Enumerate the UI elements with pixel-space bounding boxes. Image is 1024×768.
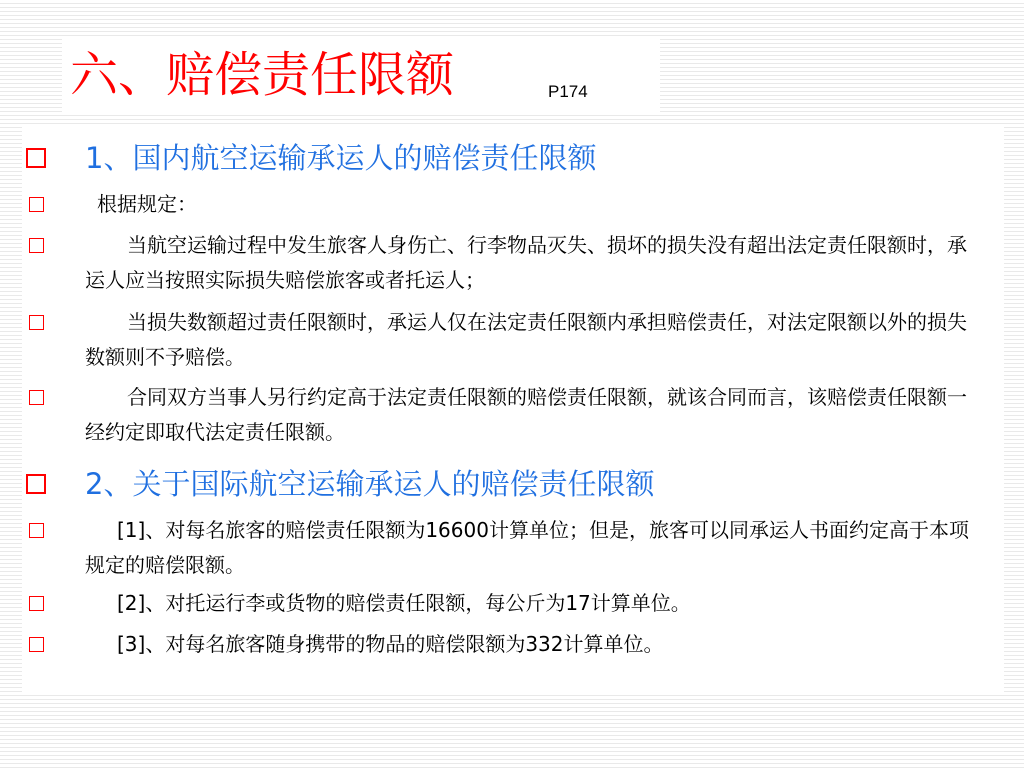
square-bullet-icon (29, 197, 44, 212)
square-bullet-icon (26, 474, 46, 494)
page-reference: P174 (548, 82, 588, 101)
section-heading-text: 1、国内航空运输承运人的赔偿责任限额 (85, 141, 597, 175)
square-bullet-icon (29, 596, 44, 611)
bullet-text: 当损失数额超过责任限额时，承运人仅在法定责任限额内承担赔偿责任，对法定限额以外的损失数额则不予赔偿。 (85, 310, 967, 369)
bullet-text: 根据规定： (97, 192, 197, 216)
square-bullet-icon (26, 148, 46, 168)
square-bullet-icon (29, 238, 44, 253)
section-heading-text: 2、关于国际航空运输承运人的赔偿责任限额 (85, 467, 655, 501)
bullet-text: [1]、对每名旅客的赔偿责任限额为16600计算单位；但是，旅客可以同承运人书面约定高于本项规定的赔偿限额。 (85, 518, 969, 577)
square-bullet-icon (29, 390, 44, 405)
square-bullet-icon (29, 315, 44, 330)
bullet-text: [3]、对每名旅客随身携带的物品的赔偿限额为332计算单位。 (117, 632, 664, 656)
title-box (62, 38, 660, 112)
square-bullet-icon (29, 523, 44, 538)
bullet-text: [2]、对托运行李或货物的赔偿责任限额，每公斤为17计算单位。 (117, 591, 691, 615)
content-panel (22, 125, 1004, 695)
bullet-text: 当航空运输过程中发生旅客人身伤亡、行李物品灭失、损坏的损失没有超出法定责任限额时，承运人应当按照实际损失赔偿旅客或者托运人； (85, 233, 967, 292)
slide-title: 六、赔偿责任限额 (70, 47, 455, 103)
bullet-text: 合同双方当事人另行约定高于法定责任限额的赔偿责任限额，就该合同而言，该赔偿责任限额一经约定即取代法定责任限额。 (85, 385, 967, 444)
square-bullet-icon (29, 637, 44, 652)
